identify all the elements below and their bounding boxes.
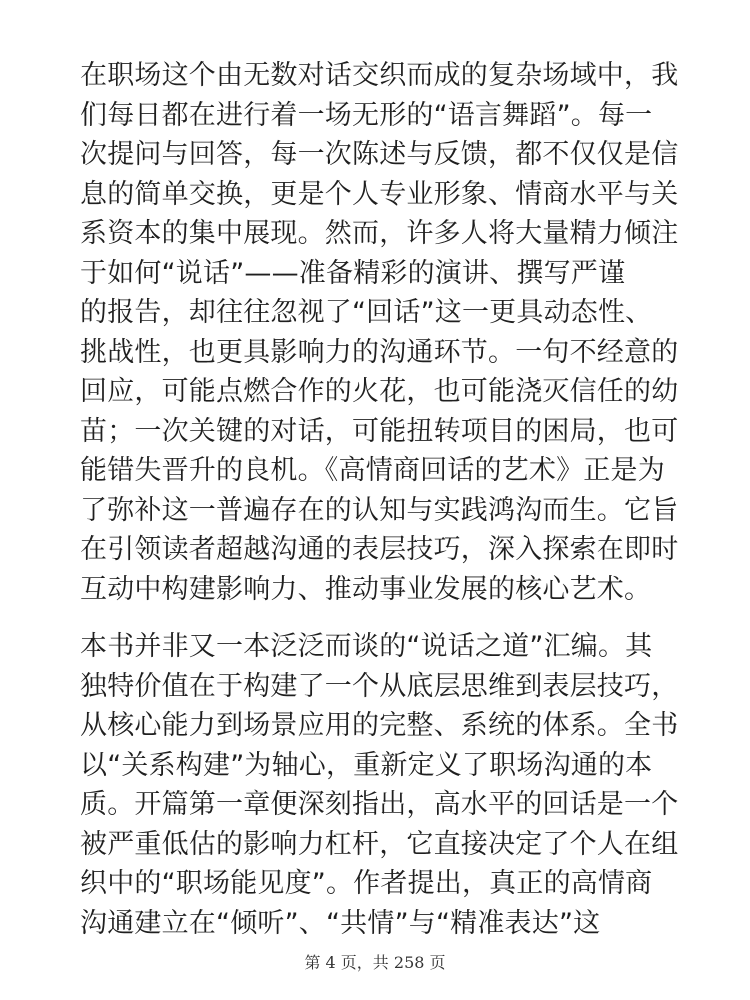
text-line: 互动中构建影响力、推动事业发展的核心艺术。 <box>80 573 652 605</box>
paragraph-2 <box>80 627 680 943</box>
text-line: 了弥补这一普遍存在的认知与实践鸿沟而生。它旨 <box>80 494 679 526</box>
text-line: 独特价值在于构建了一个从底层思维到表层技巧， <box>80 670 679 702</box>
text-line: 挑战性，也更具影响力的沟通环节。一句不经意的 <box>80 336 679 368</box>
text-line: 本书并非又一本泛泛而谈的“说话之道”汇编。其 <box>80 631 653 662</box>
text-line: 次提问与回答，每一次陈述与反馈，都不仅仅是信 <box>80 139 679 170</box>
paragraph-1 <box>80 56 680 609</box>
text-line: 以“关系构建”为轴心，重新定义了职场沟通的本 <box>80 749 653 781</box>
text-line: 在职场这个由无数对话交织而成的复杂场域中，我 <box>80 60 679 91</box>
text-line: 被严重低估的影响力杠杆，它直接决定了个人在组 <box>80 828 679 860</box>
text-line: 从核心能力到场景应用的完整、系统的体系。全书 <box>80 710 679 741</box>
text-line: 在引领读者超越沟通的表层技巧，深入探索在即时 <box>80 534 679 565</box>
text-line: 于如何“说话”——准备精彩的演讲、撰写严谨 <box>80 257 626 289</box>
text-line: 系资本的集中展现。然而，许多人将大量精力倾注 <box>80 218 679 249</box>
text-line: 苗；一次关键的对话，可能扭转项目的困局，也可 <box>80 415 679 447</box>
text-line: 的报告，却往往忽视了“回话”这一更具动态性、 <box>80 297 653 328</box>
text-line: 织中的“职场能见度”。作者提出，真正的高情商 <box>80 868 653 899</box>
text-line: 能错失晋升的良机。《高情商回话的艺术》正是为 <box>80 455 665 486</box>
text-line: 息的简单交换，更是个人专业形象、情商水平与关 <box>80 178 679 210</box>
text-line: 沟通建立在“倾听”、“共情”与“精准表达”这 <box>80 907 601 939</box>
text-line: 回应，可能点燃合作的火花，也可能浇灭信任的幼 <box>80 376 679 407</box>
text-line: 们每日都在进行着一场无形的“语言舞蹈”。每一 <box>80 99 653 131</box>
text-line: 质。开篇第一章便深刻指出，高水平的回话是一个 <box>80 789 679 820</box>
page-number-footer: 第 4 页，共 258 页 <box>304 953 446 972</box>
body-text <box>80 56 680 943</box>
paragraph-spacer <box>80 609 680 627</box>
